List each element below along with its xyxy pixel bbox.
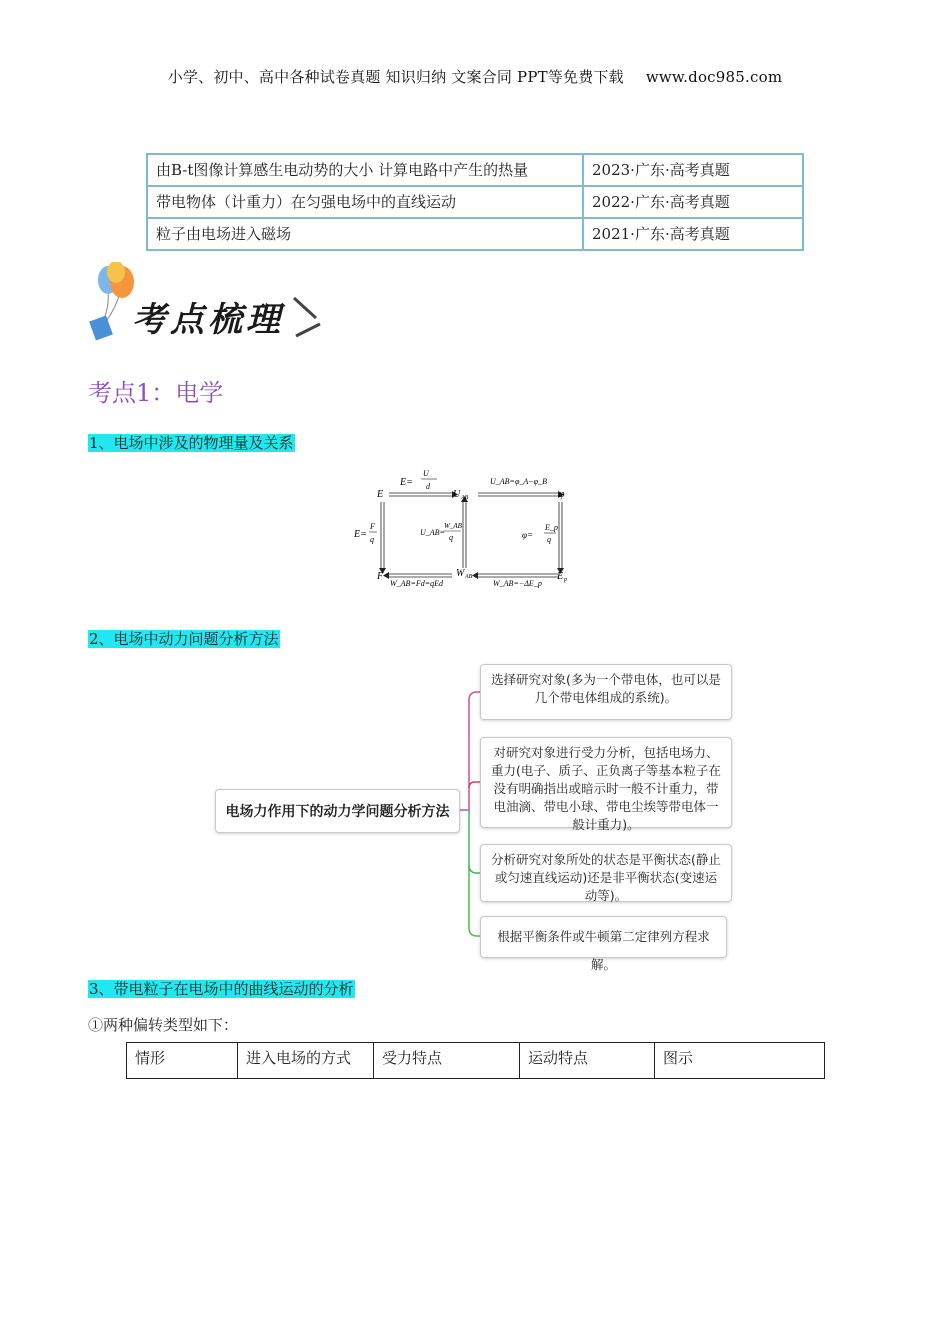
deflection-types-table (126, 1042, 825, 1079)
formula-bottom-left: W_AB=Fd=qEd (390, 579, 444, 588)
table-header-cell: 运动特点 (520, 1043, 655, 1079)
deflection-note: ①两种偏转类型如下： (88, 1016, 239, 1034)
mindmap-center-node: 电场力作用下的动力学问题分析方法 (215, 789, 460, 833)
formula-top-right: U_AB=φ_A−φ_B (490, 477, 547, 486)
formula-top-left-den: d (426, 482, 430, 491)
mindmap-node-1: 选择研究对象(多为一个带电体，也可以是几个带电体组成的系统)。 (480, 664, 732, 720)
table-header-row (127, 1043, 825, 1079)
node-W-sub: AB (465, 574, 473, 580)
formula-center-left: U_AB= (420, 528, 445, 537)
formula-center-left-den: q (449, 533, 453, 542)
node-Ep-sub: p (564, 577, 567, 583)
table-header-cell: 情形 (127, 1043, 238, 1079)
formula-bottom-right: W_AB=−ΔE_p (493, 579, 542, 588)
formula-center-left-num: W_AB (444, 522, 462, 530)
table-cell-topic: 粒子由电场进入磁场 (147, 218, 583, 250)
header-text: 小学、初中、高中各种试卷真题 知识归纳 文案合同 PPT等免费下载 (167, 68, 624, 86)
formula-left: E= (354, 529, 367, 540)
banner-title: 考点梳理 (132, 300, 284, 340)
node-W: W (456, 568, 465, 579)
node-phi: φ (559, 489, 565, 500)
node-Ep: E (557, 571, 564, 582)
table-cell-source: 2022·广东·高考真题 (583, 186, 803, 218)
formula-left-num: F (370, 522, 375, 531)
subsection-title-2: 2、电场中动力问题分析方法 (89, 630, 279, 648)
page-header (0, 66, 950, 87)
mindmap-node-4: 根据平衡条件或牛顿第二定律列方程求解。 (480, 916, 727, 958)
mindmap-node-3: 分析研究对象所处的状态是平衡状态(静止或匀速直线运动)还是非平衡状态(变速运动等)。 (480, 844, 732, 902)
formula-left-den: q (370, 535, 374, 544)
table-header-cell: 图示 (655, 1043, 825, 1079)
electric-field-relation-diagram (340, 462, 590, 592)
table-row (147, 218, 803, 250)
node-E: E (377, 489, 384, 500)
formula-top-left-num: U (423, 469, 429, 478)
book-icon (89, 316, 113, 341)
subsection-title-1: 1、电场中涉及的物理量及关系 (89, 434, 294, 452)
table-row (147, 154, 803, 186)
formula-center-right-den: q (547, 535, 551, 544)
table-cell-source: 2021·广东·高考真题 (583, 218, 803, 250)
table-cell-source: 2023·广东·高考真题 (583, 154, 803, 186)
table-cell-topic: 带电物体（计重力）在匀强电场中的直线运动 (147, 186, 583, 218)
table-header-cell: 进入电场的方式 (238, 1043, 374, 1079)
formula-top-left: E= (400, 477, 413, 488)
node-U-sub: AB (461, 495, 469, 501)
table-cell-topic: 由B-t图像计算感生电动势的大小 计算电路中产生的热量 (147, 154, 583, 186)
formula-center-right-num: E_p (545, 523, 558, 532)
section-heading: 考点1：电学 (88, 379, 224, 407)
mindmap-node-2: 对研究对象进行受力分析，包括电场力、重力(电子、质子、正负离子等基本粒子在没有明确指出或暗示时一般不计重力，带电油滴、带电小球、带电尘埃等带电体一般计重力)。 (480, 737, 732, 828)
yellow-balloon-icon (107, 262, 125, 283)
subsection-title-3: 3、带电粒子在电场中的曲线运动的分析 (89, 980, 354, 998)
node-U: U (453, 489, 461, 500)
exam-source-table (146, 153, 804, 251)
formula-center-right: φ= (522, 530, 534, 540)
table-row (147, 186, 803, 218)
node-F: F (377, 571, 384, 582)
header-site-link[interactable]: www.doc985.com (645, 68, 783, 86)
table-header-cell: 受力特点 (374, 1043, 520, 1079)
